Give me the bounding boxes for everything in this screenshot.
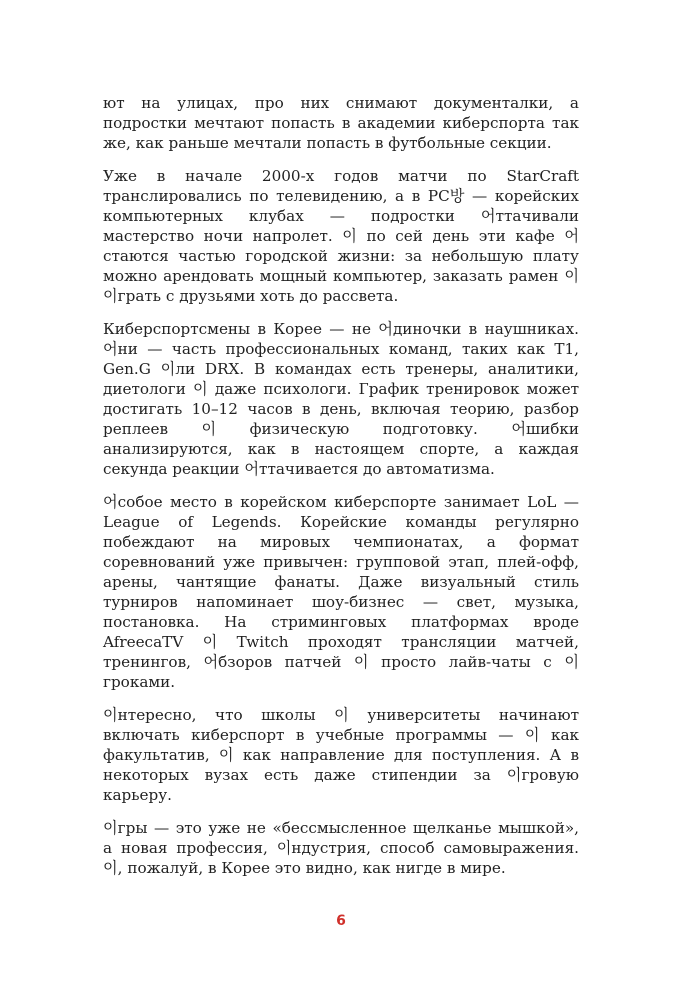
paragraph-3: Киберспортсмены в Корее — не 어диночки в наушниках. 어ни — часть профессиональных команд, таких как T1, Gen.G 이ли DRX. В командах есть тренеры, аналитики, диетологи 이 даже психологи. График тренировок может достигать 10–12 часов в день, включая теорию, разбор реплеев 이 физическую подготовку. 어шибки анализируются, как в настоящем спорте, а каждая секунда реакции 어ттачивается до автоматизма.	[103, 320, 579, 478]
page-body	[103, 93, 579, 891]
paragraph-1: ют на улицах, про них снимают документалки, а подростки мечтают попасть в академии киберспорта так же, как раньше мечтали попасть в футбольные секции.	[103, 94, 579, 152]
page-number: 6	[336, 913, 346, 929]
paragraph-5: 이нтересно, что школы 이 университеты начинают включать киберспорт в учебные программы — 이 как факультатив, 이 как направление для поступления. А в некоторых вузах есть даже стипендии за 이гровую карьеру.	[103, 706, 579, 804]
paragraph-2: Уже в начале 2000-х годов матчи по StarCraft транслировались по телевидению, а в PC방 — корейских компьютерных клубах — подростки 어ттачивали мастерство ночи напролет. 이 по сей день эти кафе 어cтаются частью городской жизни: за небольшую плату можно арендовать мощный компьютер, заказать рамен 이 이грать с друзьями хоть до рассвета.	[103, 167, 579, 305]
paragraph-4: 어собое место в корейском киберспорте занимает LoL — League of Legends. Корейские команды регулярно побеждают на мировых чемпионатах, а формат соревнований уже привычен: групповой этап, плей-офф, арены, чантящие фанаты. Даже визуальный стиль турниров напоминает шоу-бизнес — свет, музыка, постановка. На стриминговых платформах вроде AfreecaTV 이 Twitch проходят трансляции матчей, тренингов, 어бзоров патчей 이 просто лайв-чаты с 이грoками.	[103, 493, 579, 691]
paragraph-6: 이гры — это уже не «бессмысленное щелканье мышкой», а новая профессия, 이ндустрия, способ самовыражения. 이, пожалуй, в Корее это видно, как нигде в мире.	[103, 819, 579, 877]
